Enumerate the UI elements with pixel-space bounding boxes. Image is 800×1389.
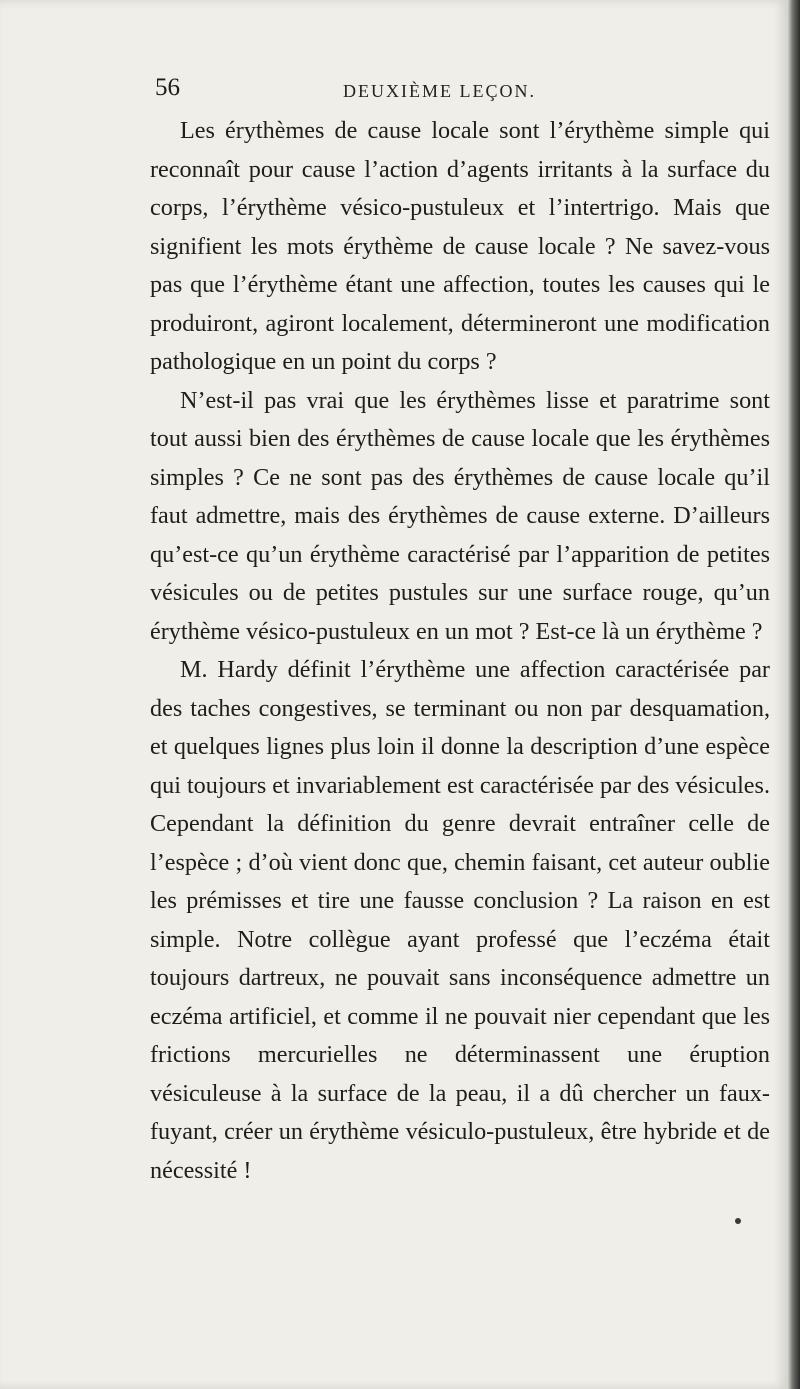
running-head: DEUXIÈME LEÇON. [343,81,536,101]
ink-speck [735,1218,741,1224]
page-number: 56 [155,74,180,101]
page-header [0,74,788,114]
paragraph-1: Les érythèmes de cause locale sont l’érythème simple qui reconnaît pour cause l’action d’agents irritants à la surface du corps, l’érythème vésico-pustuleux et l’intertrigo. Mais que signifient les mots érythème de cause locale ? Ne savez-vous pas que l’érythème étant une affection, toutes les causes qui le produiront, agiront localement, détermineront une modification pathologique en un point du corps ? [150,117,770,375]
body-text [150,112,770,1190]
page-edge [788,0,800,1389]
paragraph-3: M. Hardy définit l’érythème une affection caractérisée par des taches congestives, se terminant ou non par desquamation, et quelques lignes plus loin il donne la description d’une espèce qui toujours et invariablement est caractérisée par des vésicules. Cependant la définition du genre devrait entraîner celle de l’espèce ; d’où vient donc que, chemin faisant, cet auteur oublie les prémisses et tire une fausse conclusion ? La raison en est simple. Notre collègue ayant professé que l’eczéma était toujours dartreux, ne pouvait sans inconséquence admettre un eczéma artificiel, et comme il ne pouvait nier cependant que les frictions mercurielles ne déterminassent une éruption vésiculeuse à la surface de la peau, il a dû chercher un faux-fuyant, créer un érythème vésiculo-pustuleux, être hybride et de nécessité ! [150,656,770,1184]
paragraph-2: N’est-il pas vrai que les érythèmes lisse et paratrime sont tout aussi bien des érythèmes de cause locale que les érythèmes simples ? Ce ne sont pas des érythèmes de cause locale qu’il faut admettre, mais des érythèmes de cause externe. D’ailleurs qu’est-ce qu’un érythème caractérisé par l’apparition de petites vésicules ou de petites pustules sur une surface rouge, qu’un érythème vésico-pustuleux en un mot ? Est-ce là un érythème ? [150,386,770,645]
